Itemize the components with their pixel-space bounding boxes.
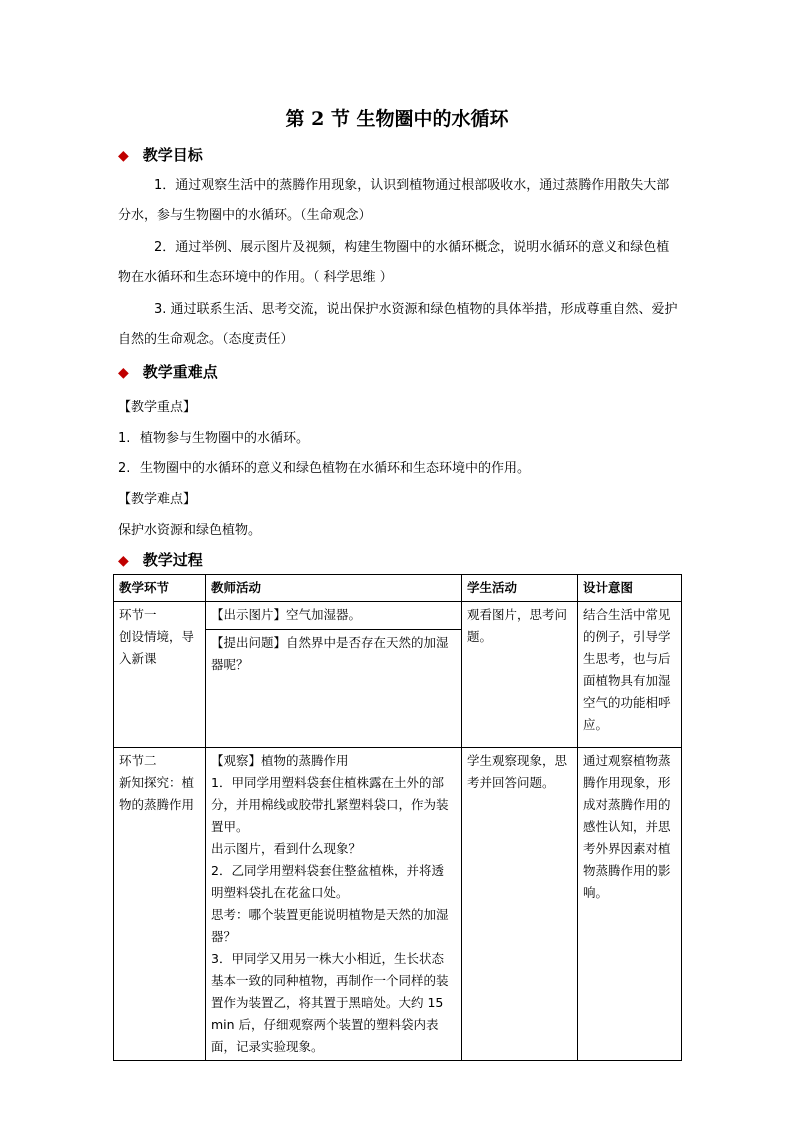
section-heading-process: ◆ 教学过程 [118, 551, 203, 569]
intent-cell: 通过观察植物蒸腾作用现象，形成对蒸腾作用的感性认知，并思考外界因素对植物蒸腾作用的影响。 [578, 748, 682, 1061]
teacher-cell: 【观察】植物的蒸腾作用 1．甲同学用塑料袋套住植株露在土外的部分，并用棉线或胶带扎紧塑料袋口，作为装置甲。 出示图片，看到什么现象？ 2．乙同学用塑料袋套住整盆植株，并将透明塑料袋扎在花盆口处。 思考：哪个装置更能说明植物是天然的加湿器？ 3．甲同学又用另一株大小相近，生长状态基本一致的同种植物，再制作一个同样的装置作为装置乙，将其置于黑暗处。大约 15 min 后，仔细观察两个装置的塑料袋内表面，记录实验现象。 [206, 748, 462, 1061]
section-heading-goals: ◆ 教学目标 [118, 146, 203, 164]
student-cell: 观看图片，思考问题。 [462, 602, 578, 748]
key-point-item-1: 1. 植物参与生物圈中的水循环。 [118, 431, 310, 446]
teacher-cell [206, 602, 462, 748]
teacher-activity-part: 【出示图片】空气加湿器。 [206, 604, 461, 630]
section-heading-keypoints: ◆ 教学重难点 [118, 363, 218, 381]
stage-cell: 环节二 新知探究：植物的蒸腾作用 [114, 748, 206, 1061]
header-stage: 教学环节 [114, 575, 206, 602]
stage-cell: 环节一 创设情境，导入新课 [114, 602, 206, 748]
goal-item-2: 2．通过举例、展示图片及视频，构建生物圈中的水循环概念，说明水循环的意义和绿色植物在水循环和生态环境中的作用。（ 科学思维 ） [118, 240, 670, 285]
table-header-row [114, 575, 682, 602]
intent-cell: 结合生活中常见的例子，引导学生思考，也与后面植物具有加湿空气的功能相呼应。 [578, 602, 682, 748]
key-points-label: 【教学重点】 [118, 400, 197, 415]
goal-item-1: 1．通过观察生活中的蒸腾作用现象，认识到植物通过根部吸收水，通过蒸腾作用散失大部分水，参与生物圈中的水循环。（生命观念） [118, 178, 670, 223]
teacher-activity-part: 【提出问题】自然界中是否存在天然的加湿器呢？ [211, 635, 449, 672]
table-row [114, 602, 682, 748]
table-row [114, 748, 682, 1061]
key-point-item-2: 2. 生物圈中的水循环的意义和绿色植物在水循环和生态环境中的作用。 [118, 461, 531, 476]
difficult-points-label: 【教学难点】 [118, 492, 197, 507]
page-title: 第 2 节 生物圈中的水循环 [285, 108, 509, 130]
header-student: 学生活动 [462, 575, 578, 602]
header-teacher: 教师活动 [206, 575, 462, 602]
diamond-bullet-icon: ◆ [118, 365, 129, 381]
diamond-bullet-icon: ◆ [118, 148, 129, 164]
diamond-bullet-icon: ◆ [118, 553, 129, 569]
difficult-point-text: 保护水资源和绿色植物。 [118, 523, 262, 538]
student-cell: 学生观察现象，思考并回答问题。 [462, 748, 578, 1061]
lesson-process-table [113, 574, 682, 1061]
header-intent: 设计意图 [578, 575, 682, 602]
goal-item-3: 3. 通过联系生活、思考交流，说出保护水资源和绿色植物的具体举措，形成尊重自然、爱护自然的生命观念。（态度责任） [118, 302, 678, 347]
